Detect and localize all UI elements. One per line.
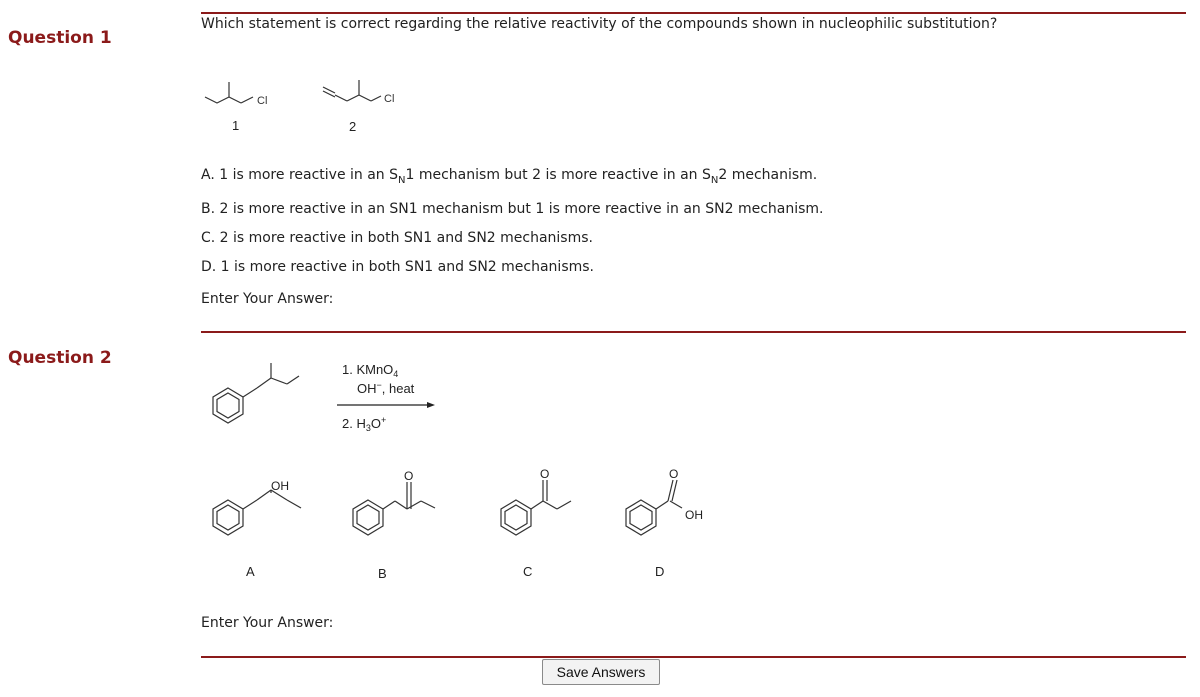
option-a	[201, 167, 817, 186]
choice-d-oh-label: OH	[685, 508, 703, 522]
question-2-top-rule	[201, 331, 1186, 333]
question-1-structures	[195, 75, 435, 145]
choice-a-letter: A	[246, 564, 255, 579]
compound-2-cl-label: Cl	[384, 93, 395, 105]
starting-material-skeleton	[213, 363, 299, 423]
choice-c-o-label: O	[540, 467, 550, 481]
option-c: C. 2 is more reactive in both SN1 and SN2 mechanisms.	[201, 230, 593, 246]
save-answers-button[interactable]: Save Answers	[542, 659, 660, 685]
option-a-mid: 1 mechanism but 2 is more reactive in an S	[405, 167, 711, 183]
bottom-rule	[201, 656, 1186, 658]
question-1-top-rule	[201, 12, 1186, 14]
choice-b-letter: B	[378, 566, 387, 581]
question-1-label: Question 1	[8, 28, 112, 48]
choice-b-o-label: O	[404, 469, 414, 483]
compound-1-number: 1	[232, 118, 240, 133]
compound-2-number: 2	[349, 119, 357, 134]
choice-a-oh-label: OH	[271, 479, 289, 493]
choice-d-skeleton	[626, 480, 682, 535]
option-b: B. 2 is more reactive in an SN1 mechanism but 1 is more reactive in an SN2 mechanism.	[201, 201, 824, 217]
reagent-2-h3o: 2. $H_3O^+$	[342, 415, 387, 433]
choice-d-o-label: O	[669, 467, 679, 481]
option-a-post: 2 mechanism.	[718, 167, 818, 183]
compound-2-skeleton	[323, 80, 381, 101]
compound-1-skeleton	[205, 82, 253, 103]
option-a-sub1: N	[398, 174, 406, 186]
choice-c-skeleton	[501, 480, 571, 535]
option-a-pre: A. 1 is more reactive in an S	[201, 167, 399, 183]
reagent-1-conditions: OH−, heat	[357, 380, 415, 396]
choice-c-letter: C	[523, 564, 533, 579]
question-2-enter-answer-label: Enter Your Answer:	[201, 615, 334, 631]
reagent-1-kmno4: 1. KMnO$_4$	[342, 362, 399, 379]
compound-1-cl-label: Cl	[257, 95, 268, 107]
choice-a-skeleton	[213, 490, 301, 535]
option-a-sub2: N	[710, 174, 719, 186]
reaction-scheme	[195, 348, 465, 448]
option-d: D. 1 is more reactive in both SN1 and SN2 mechanisms.	[201, 259, 594, 275]
choice-b-skeleton	[353, 482, 435, 535]
question-2-label: Question 2	[8, 348, 112, 368]
answer-choices	[195, 460, 735, 585]
question-1-text: Which statement is correct regarding the relative reactivity of the compounds shown in nucleophilic substitution?	[201, 16, 998, 32]
question-1-enter-answer-label: Enter Your Answer:	[201, 291, 334, 307]
reaction-arrow-head	[427, 402, 435, 408]
choice-d-letter: D	[655, 564, 665, 579]
